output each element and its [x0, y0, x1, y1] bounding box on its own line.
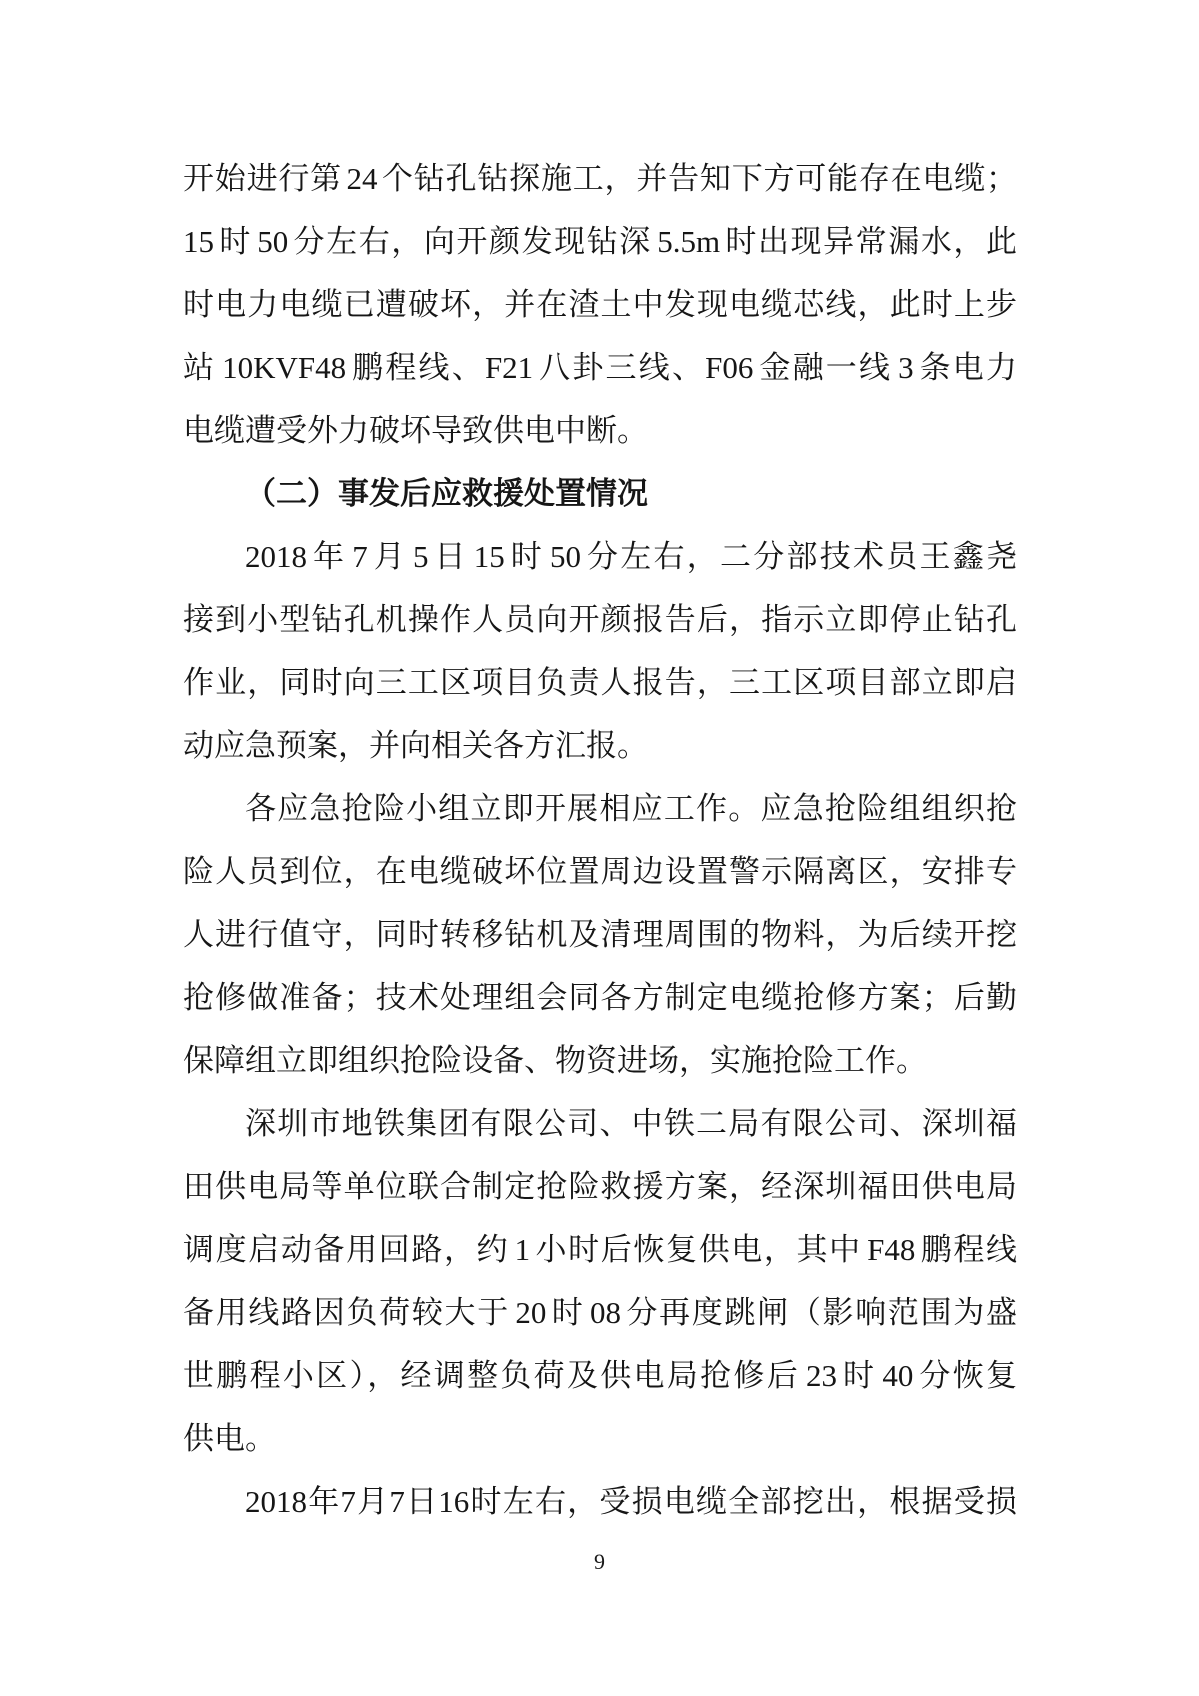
text-line: 电缆遭受外力破坏导致供电中断。: [183, 413, 648, 448]
paragraph: [183, 525, 1017, 777]
text-line: 抢修做准备；技术处理组会同各方制定电缆抢修方案；后勤: [183, 980, 1017, 1015]
text-line: 时电力电缆已遭破坏，并在渣土中发现电缆芯线，此时上步: [183, 287, 1017, 322]
text-line: 调度启动备用回路，约 1 小时后恢复供电，其中 F48 鹏程线: [183, 1232, 1017, 1267]
text-line: 接到小型钻孔机操作人员向开颜报告后，指示立即停止钻孔: [183, 602, 1017, 637]
section-heading: （二）事发后应救援处置情况: [245, 476, 648, 511]
text-line: 保障组立即组织抢险设备、物资进场，实施抢险工作。: [183, 1043, 927, 1078]
text-line: 备用线路因负荷较大于 20 时 08 分再度跳闸（影响范围为盛: [183, 1295, 1017, 1330]
section: [183, 462, 1017, 525]
text-line: 各应急抢险小组立即开展相应工作。应急抢险组组织抢: [245, 791, 1017, 826]
text-line: 动应急预案，并向相关各方汇报。: [183, 728, 648, 763]
text-line: 世鹏程小区），经调整负荷及供电局抢修后 23 时 40 分恢复: [183, 1358, 1017, 1393]
text-line: 开始进行第 24 个钻孔钻探施工，并告知下方可能存在电缆；: [183, 161, 1017, 196]
text-line: 供电。: [183, 1421, 276, 1456]
text-line: 田供电局等单位联合制定抢险救援方案，经深圳福田供电局: [183, 1169, 1017, 1204]
text-line: 作业，同时向三工区项目负责人报告，三工区项目部立即启: [183, 665, 1017, 700]
paragraph: [183, 777, 1017, 1092]
page-number: 9: [594, 1549, 605, 1574]
text-line: 15 时 50 分左右，向开颜发现钻深 5.5m 时出现异常漏水，此: [183, 224, 1017, 259]
text-line: 2018年7月7日16时左右，受损电缆全部挖出，根据受损: [245, 1484, 1017, 1519]
text-line: 险人员到位，在电缆破坏位置周边设置警示隔离区，安排专: [183, 854, 1017, 889]
text-line: 站 10KVF48 鹏程线、F21 八卦三线、F06 金融一线 3 条电力: [183, 350, 1017, 385]
paragraph: [183, 147, 1017, 462]
document-body: [183, 147, 1017, 1533]
text-line: 2018 年 7 月 5 日 15 时 50 分左右，二分部技术员王鑫尧: [245, 539, 1017, 574]
paragraph: [183, 1470, 1017, 1533]
text-line: 深圳市地铁集团有限公司、中铁二局有限公司、深圳福: [245, 1106, 1017, 1141]
paragraph: [183, 1092, 1017, 1470]
text-line: 人进行值守，同时转移钻机及清理周围的物料，为后续开挖: [183, 917, 1017, 952]
